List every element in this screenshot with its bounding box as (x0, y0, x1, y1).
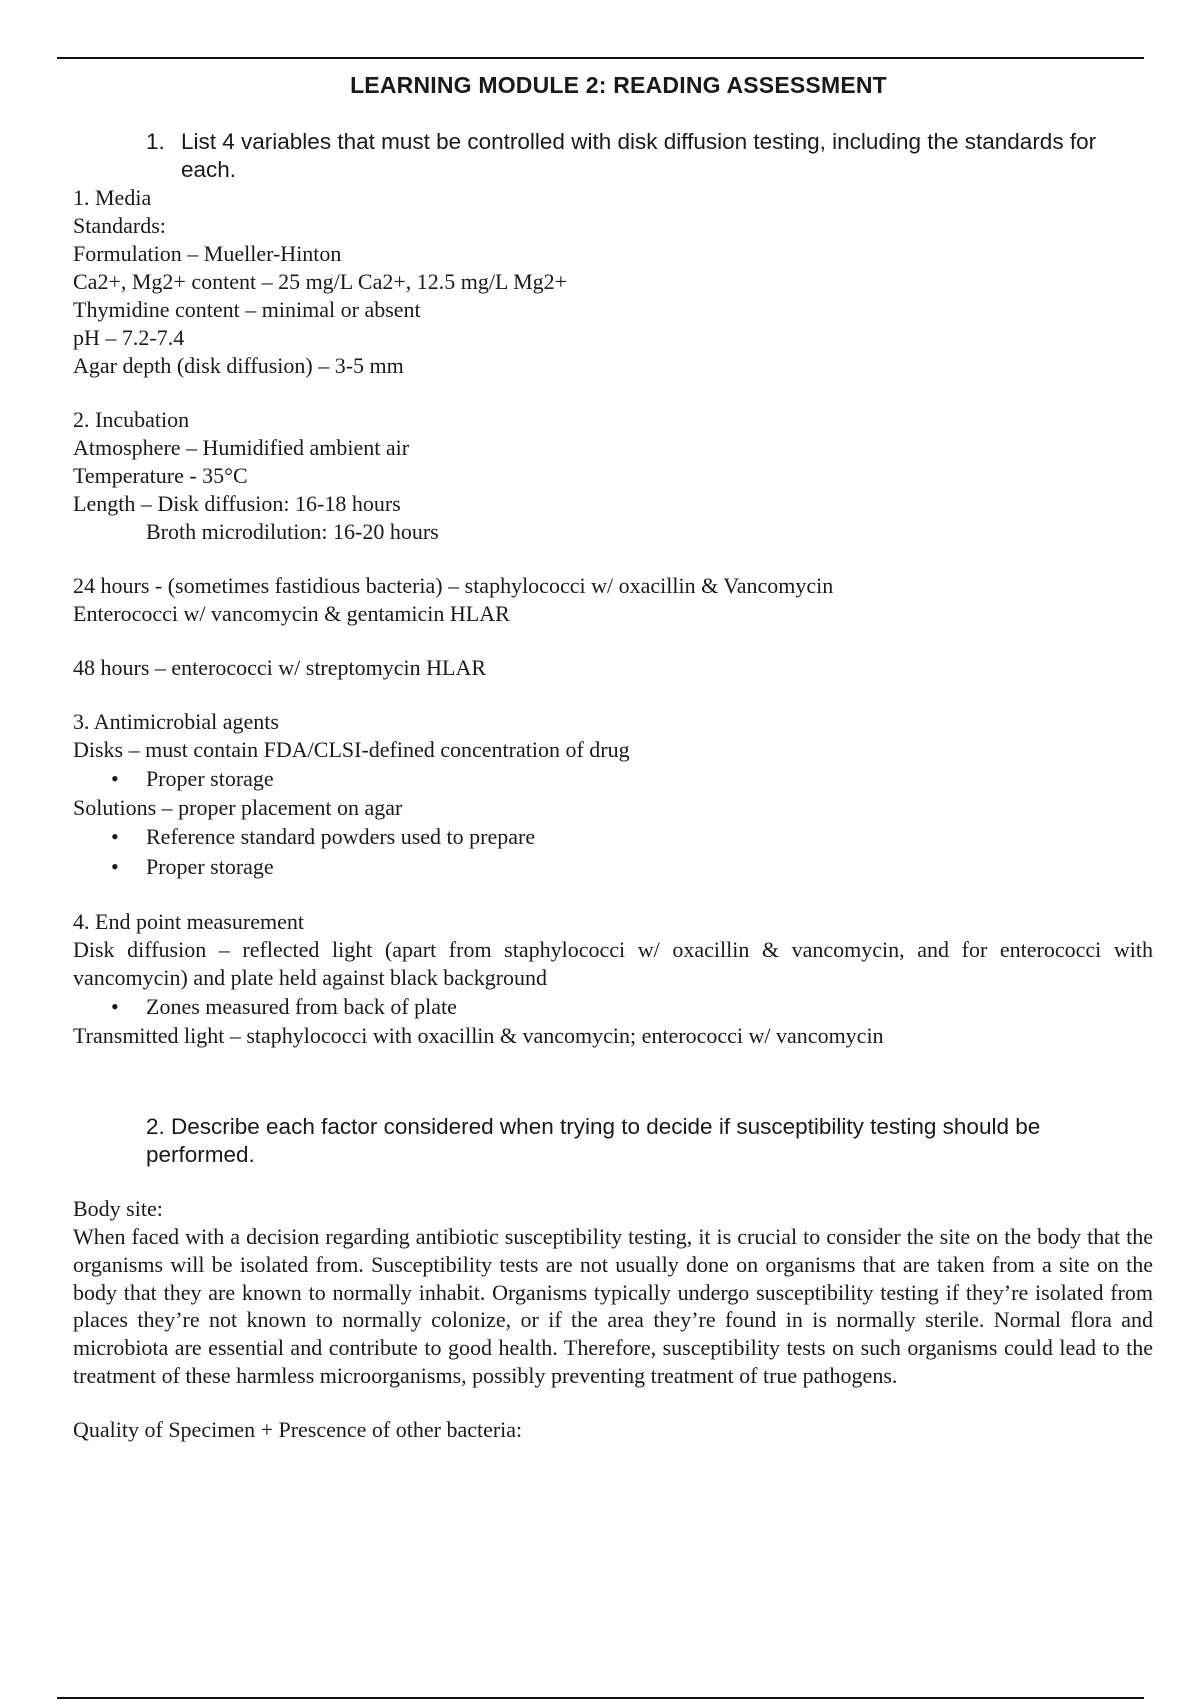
endpoint-heading: 4. End point measurement (73, 909, 304, 934)
incubation-item: Atmosphere – Humidified ambient air (73, 435, 410, 460)
incubation-item: Temperature - 35°C (73, 463, 248, 488)
solutions-line: Solutions – proper placement on agar (73, 795, 403, 820)
question-1-number: 1. (146, 129, 165, 154)
media-item: Thymidine content – minimal or absent (73, 297, 421, 322)
bullet-item: • Proper storage (73, 764, 1153, 794)
question-1-text: List 4 variables that must be controlled with disk diffusion testing, including the standards for each. (181, 129, 1097, 182)
question-1 (146, 128, 1146, 184)
incubation-item: Length – Disk diffusion: 16-18 hours (73, 491, 401, 516)
standards-label: Standards: (73, 213, 166, 238)
answer-1 (73, 184, 1153, 1050)
media-item: Ca2+, Mg2+ content – 25 mg/L Ca2+, 12.5 mg/L Mg2+ (73, 269, 568, 294)
answer-2 (73, 1195, 1153, 1444)
incubation-heading: 2. Incubation (73, 407, 190, 432)
body-site-label: Body site: (73, 1196, 163, 1221)
media-heading: 1. Media (73, 185, 152, 210)
bullet-item: • Reference standard powders used to prepare (73, 822, 1153, 852)
antimicrobial-heading: 3. Antimicrobial agents (73, 709, 279, 734)
hours-48-line: 48 hours – enterococci w/ streptomycin HLAR (73, 655, 487, 680)
page-title: LEARNING MODULE 2: READING ASSESSMENT (350, 72, 887, 98)
bullet-item: • Zones measured from back of plate (73, 992, 1153, 1022)
endpoint-transmitted: Transmitted light – staphylococci with oxacillin & vancomycin; enterococci w/ vancomycin (73, 1023, 884, 1048)
body-site-paragraph: When faced with a decision regarding antibiotic susceptibility testing, it is crucial to consider the site on the body that the organisms will be isolated from. Susceptibility tests are not usually done on organisms that are taken from a site on the body that they are known to normally inhabit. Organisms typically undergo susceptibility testing if they’re isolated from places they’re not known to normally colonize, or if the area they’re found in is normally sterile. Normal flora and microbiota are essential and contribute to good health. Therefore, susceptibility tests on such organisms could lead to the treatment of these harmless microorganisms, possibly preventing treatment of true pathogens. (73, 1224, 1153, 1388)
media-item: Formulation – Mueller-Hinton (73, 241, 342, 266)
media-item: Agar depth (disk diffusion) – 3-5 mm (73, 353, 404, 378)
disks-line: Disks – must contain FDA/CLSI-defined concentration of drug (73, 737, 630, 762)
top-rule (57, 57, 1144, 59)
question-2: 2. Describe each factor considered when trying to decide if susceptibility testing should be performed. (146, 1114, 1041, 1167)
quality-label: Quality of Specimen + Prescence of other bacteria: (73, 1416, 523, 1442)
bottom-rule (57, 1697, 1144, 1699)
hours-24-line-2: Enterococci w/ vancomycin & gentamicin HLAR (73, 601, 510, 626)
media-item: pH – 7.2-7.4 (73, 325, 185, 350)
hours-24-line: 24 hours - (sometimes fastidious bacteria) – staphylococci w/ oxacillin & Vancomycin (73, 573, 834, 598)
endpoint-disk-diffusion: Disk diffusion – reflected light (apart from staphylococci w/ oxacillin & vancomycin, and for enterococci with vancomycin) and plate held against black background (73, 937, 1153, 990)
bullet-item: • Proper storage (73, 852, 1153, 882)
incubation-indent: Broth microdilution: 16-20 hours (146, 519, 439, 544)
